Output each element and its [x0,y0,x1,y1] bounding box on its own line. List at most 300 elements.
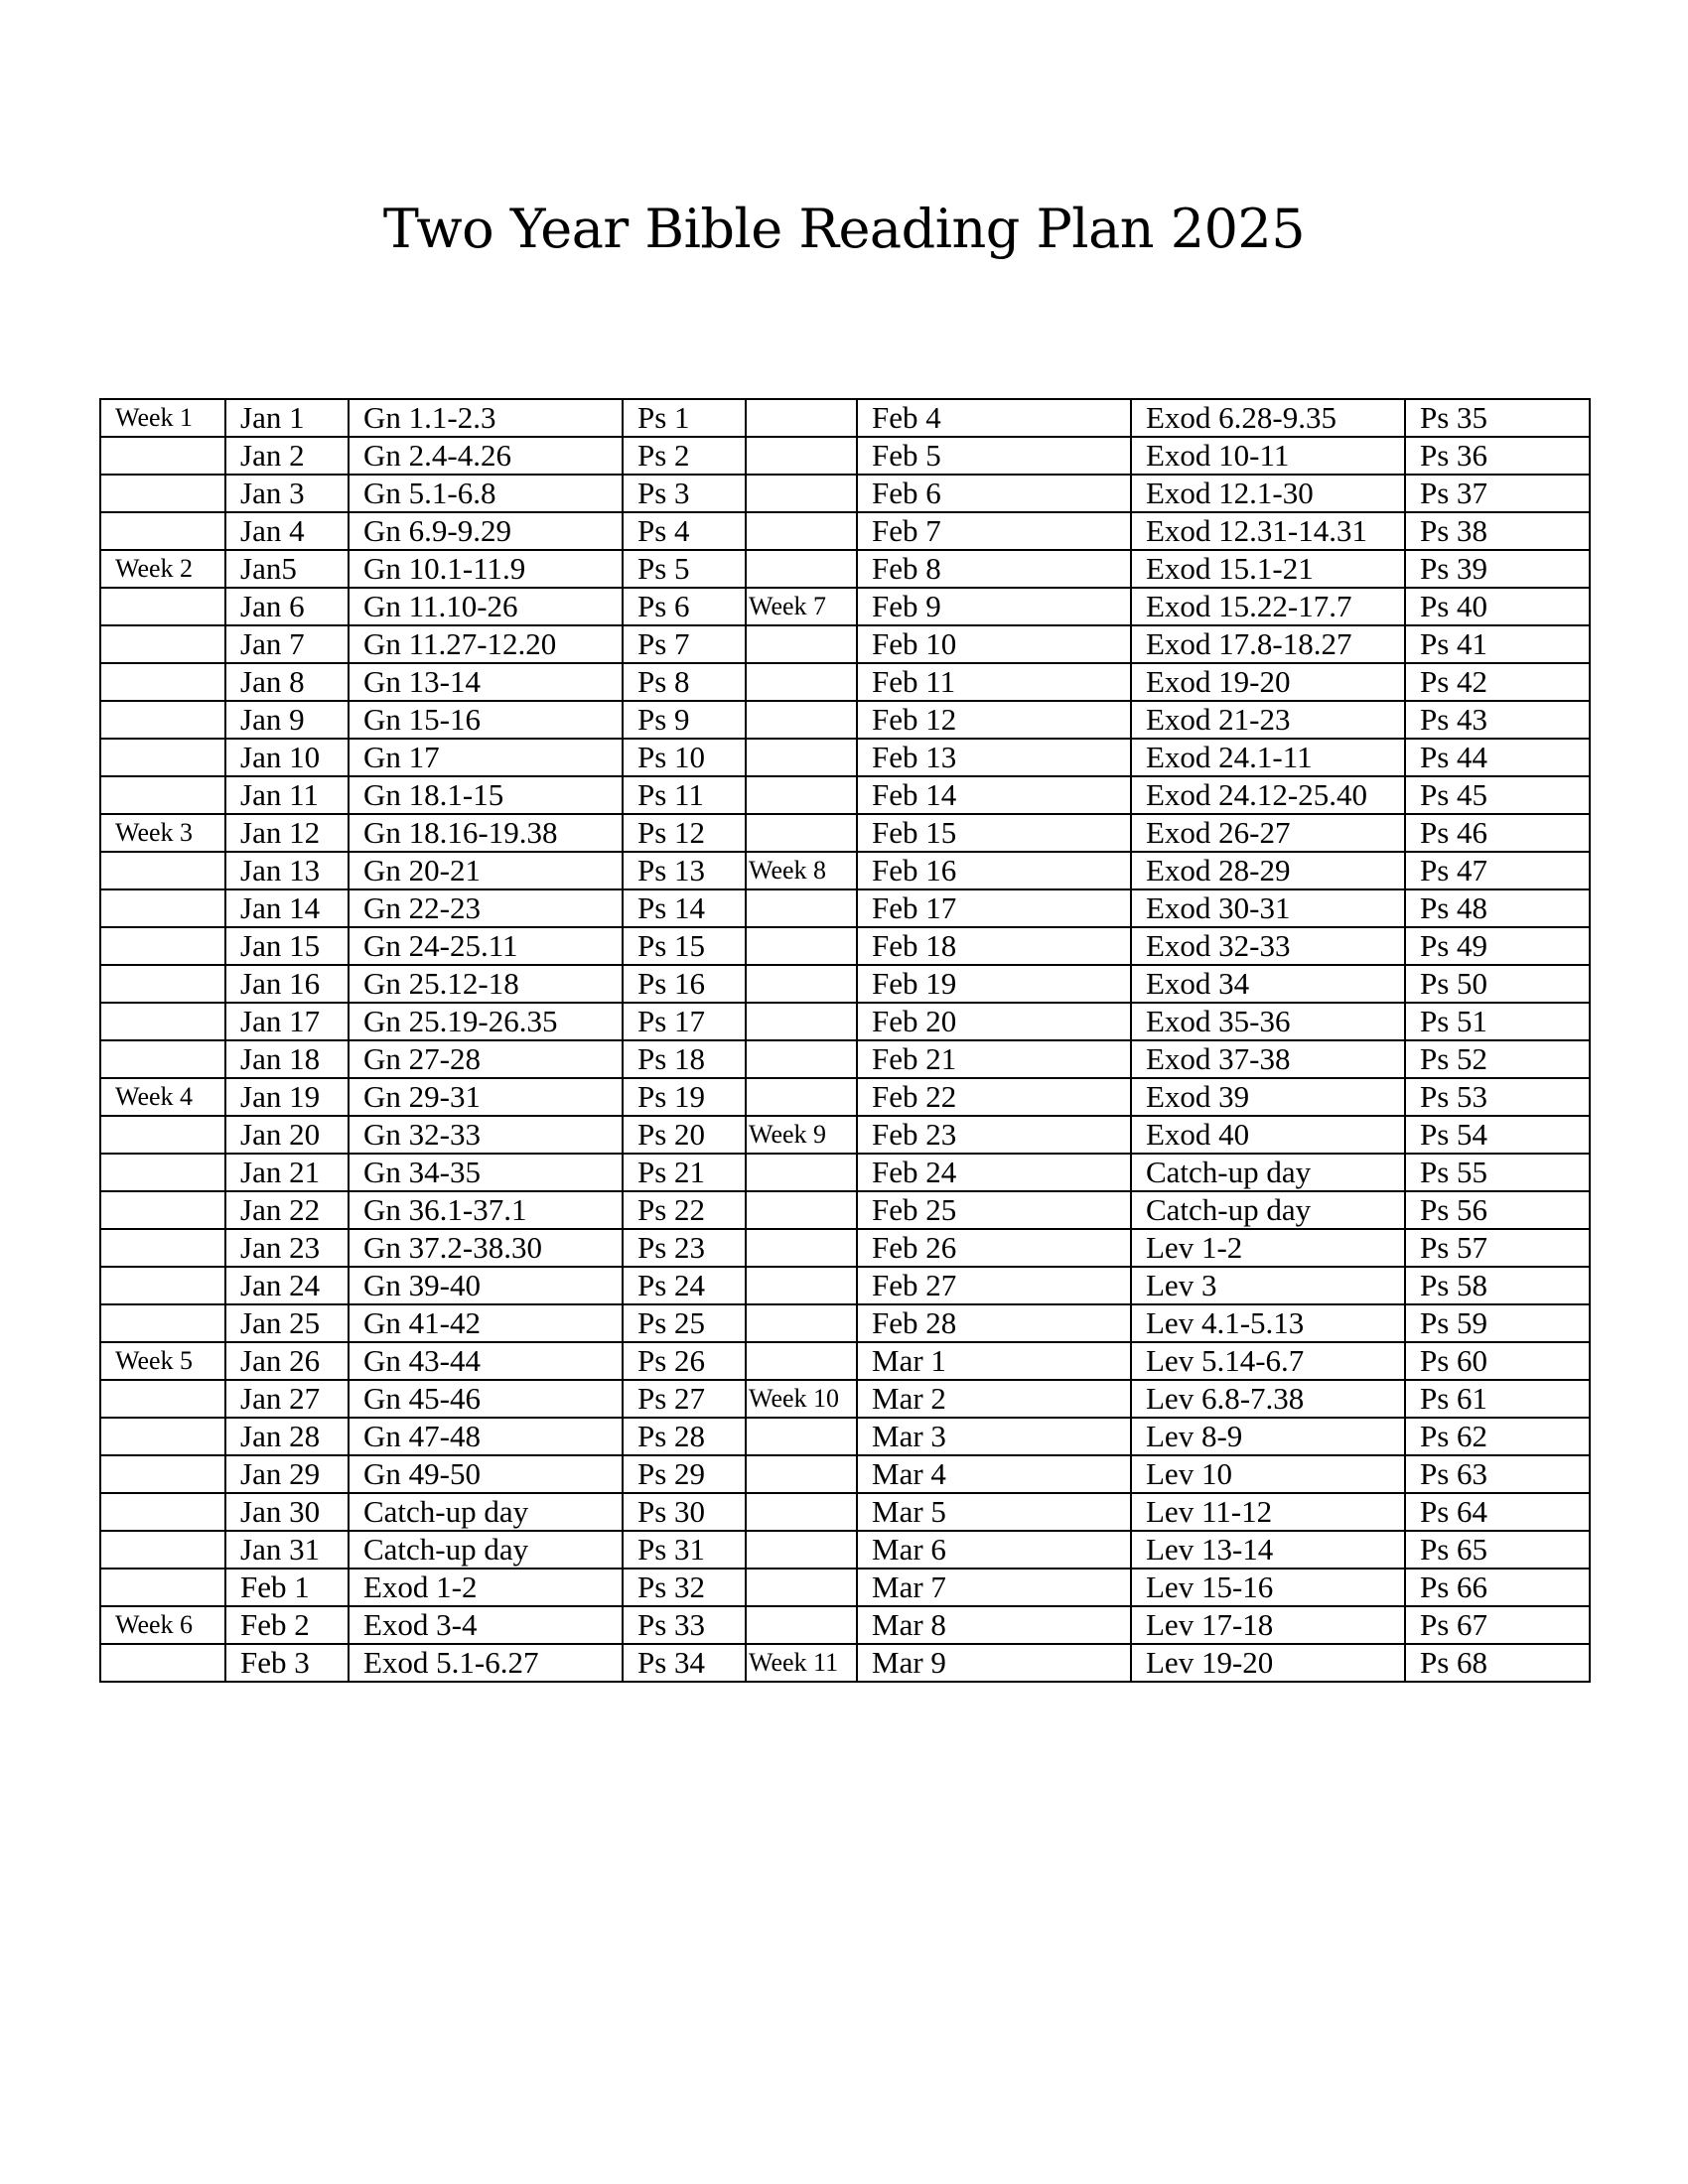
right-psalm-cell: Ps 52 [1405,1040,1590,1078]
right-reading-cell: Exod 15.1-21 [1131,550,1405,588]
left-date-cell: Jan 25 [225,1304,349,1342]
right-reading-cell: Exod 21-23 [1131,701,1405,739]
left-date-cell: Jan 6 [225,588,349,625]
right-reading-cell: Lev 6.8-7.38 [1131,1380,1405,1418]
left-week-cell [100,1040,225,1078]
right-psalm-cell: Ps 62 [1405,1418,1590,1455]
right-psalm-cell: Ps 38 [1405,512,1590,550]
right-reading-cell: Exod 6.28-9.35 [1131,399,1405,437]
left-reading-cell: Exod 5.1-6.27 [349,1644,623,1682]
table-row [100,1304,1590,1342]
right-psalm-cell: Ps 53 [1405,1078,1590,1116]
right-week-cell [746,814,857,852]
right-week-cell [746,475,857,512]
right-reading-cell: Exod 24.12-25.40 [1131,776,1405,814]
left-week-cell [100,965,225,1003]
right-week-cell [746,399,857,437]
left-psalm-cell: Ps 13 [623,852,746,889]
table-row [100,965,1590,1003]
right-date-cell: Feb 28 [857,1304,1131,1342]
left-week-cell [100,776,225,814]
left-date-cell: Jan 24 [225,1267,349,1304]
table-row [100,475,1590,512]
right-psalm-cell: Ps 36 [1405,437,1590,475]
right-date-cell: Mar 4 [857,1455,1131,1493]
right-week-cell [746,1606,857,1644]
table-row [100,1229,1590,1267]
right-date-cell: Feb 26 [857,1229,1131,1267]
left-date-cell: Jan 17 [225,1003,349,1040]
right-psalm-cell: Ps 55 [1405,1154,1590,1191]
right-week-cell: Week 7 [746,588,857,625]
left-reading-cell: Gn 25.12-18 [349,965,623,1003]
right-week-cell: Week 10 [746,1380,857,1418]
left-date-cell: Jan 23 [225,1229,349,1267]
right-week-cell [746,739,857,776]
table-row [100,437,1590,475]
left-psalm-cell: Ps 10 [623,739,746,776]
left-reading-cell: Gn 11.10-26 [349,588,623,625]
right-psalm-cell: Ps 58 [1405,1267,1590,1304]
left-week-cell [100,437,225,475]
table-row [100,663,1590,701]
left-date-cell: Jan 21 [225,1154,349,1191]
table-row [100,1569,1590,1606]
right-date-cell: Feb 19 [857,965,1131,1003]
table-row [100,1154,1590,1191]
table-row [100,1418,1590,1455]
right-date-cell: Mar 6 [857,1531,1131,1569]
right-psalm-cell: Ps 49 [1405,927,1590,965]
right-reading-cell: Lev 3 [1131,1267,1405,1304]
left-week-cell: Week 4 [100,1078,225,1116]
right-reading-cell: Lev 4.1-5.13 [1131,1304,1405,1342]
left-psalm-cell: Ps 6 [623,588,746,625]
right-week-cell [746,1531,857,1569]
right-psalm-cell: Ps 68 [1405,1644,1590,1682]
right-psalm-cell: Ps 56 [1405,1191,1590,1229]
right-reading-cell: Exod 26-27 [1131,814,1405,852]
left-psalm-cell: Ps 4 [623,512,746,550]
left-reading-cell: Gn 20-21 [349,852,623,889]
right-date-cell: Feb 11 [857,663,1131,701]
right-reading-cell: Catch-up day [1131,1191,1405,1229]
table-row [100,588,1590,625]
left-reading-cell: Gn 10.1-11.9 [349,550,623,588]
right-reading-cell: Exod 10-11 [1131,437,1405,475]
right-psalm-cell: Ps 39 [1405,550,1590,588]
left-psalm-cell: Ps 34 [623,1644,746,1682]
left-psalm-cell: Ps 19 [623,1078,746,1116]
left-week-cell [100,588,225,625]
right-reading-cell: Catch-up day [1131,1154,1405,1191]
left-week-cell [100,475,225,512]
right-reading-cell: Lev 19-20 [1131,1644,1405,1682]
left-psalm-cell: Ps 1 [623,399,746,437]
right-psalm-cell: Ps 67 [1405,1606,1590,1644]
right-psalm-cell: Ps 51 [1405,1003,1590,1040]
left-reading-cell: Gn 32-33 [349,1116,623,1154]
left-reading-cell: Gn 49-50 [349,1455,623,1493]
left-week-cell [100,1154,225,1191]
right-reading-cell: Exod 34 [1131,965,1405,1003]
left-reading-cell: Catch-up day [349,1493,623,1531]
left-week-cell [100,739,225,776]
right-date-cell: Feb 12 [857,701,1131,739]
right-psalm-cell: Ps 37 [1405,475,1590,512]
page-title: Two Year Bible Reading Plan 2025 [382,198,1306,260]
right-week-cell [746,625,857,663]
right-date-cell: Mar 3 [857,1418,1131,1455]
left-week-cell [100,625,225,663]
left-psalm-cell: Ps 7 [623,625,746,663]
left-reading-cell: Gn 18.16-19.38 [349,814,623,852]
right-reading-cell: Lev 5.14-6.7 [1131,1342,1405,1380]
left-psalm-cell: Ps 24 [623,1267,746,1304]
left-reading-cell: Gn 39-40 [349,1267,623,1304]
right-reading-cell: Exod 17.8-18.27 [1131,625,1405,663]
left-week-cell [100,1191,225,1229]
left-week-cell [100,1304,225,1342]
reading-plan-table [99,398,1591,1683]
table-row [100,701,1590,739]
left-psalm-cell: Ps 5 [623,550,746,588]
left-date-cell: Jan 26 [225,1342,349,1380]
left-psalm-cell: Ps 12 [623,814,746,852]
table-row [100,1342,1590,1380]
left-week-cell [100,1003,225,1040]
left-psalm-cell: Ps 8 [623,663,746,701]
left-week-cell: Week 3 [100,814,225,852]
right-psalm-cell: Ps 50 [1405,965,1590,1003]
left-psalm-cell: Ps 17 [623,1003,746,1040]
left-reading-cell: Gn 15-16 [349,701,623,739]
table-row [100,1191,1590,1229]
right-psalm-cell: Ps 65 [1405,1531,1590,1569]
left-date-cell: Jan 2 [225,437,349,475]
table-row [100,1078,1590,1116]
right-date-cell: Feb 23 [857,1116,1131,1154]
left-psalm-cell: Ps 32 [623,1569,746,1606]
left-date-cell: Jan 4 [225,512,349,550]
left-week-cell [100,889,225,927]
left-reading-cell: Gn 2.4-4.26 [349,437,623,475]
right-date-cell: Feb 6 [857,475,1131,512]
left-date-cell: Jan 11 [225,776,349,814]
left-psalm-cell: Ps 22 [623,1191,746,1229]
right-reading-cell: Exod 12.1-30 [1131,475,1405,512]
right-week-cell [746,1455,857,1493]
table-row [100,739,1590,776]
left-date-cell: Jan 13 [225,852,349,889]
left-week-cell: Week 6 [100,1606,225,1644]
left-reading-cell: Gn 22-23 [349,889,623,927]
left-date-cell: Feb 1 [225,1569,349,1606]
right-psalm-cell: Ps 54 [1405,1116,1590,1154]
left-date-cell: Jan 31 [225,1531,349,1569]
left-psalm-cell: Ps 18 [623,1040,746,1078]
right-reading-cell: Exod 19-20 [1131,663,1405,701]
table-row [100,1003,1590,1040]
right-psalm-cell: Ps 43 [1405,701,1590,739]
left-week-cell: Week 1 [100,399,225,437]
right-date-cell: Feb 13 [857,739,1131,776]
left-week-cell [100,1267,225,1304]
right-week-cell [746,550,857,588]
left-psalm-cell: Ps 15 [623,927,746,965]
left-psalm-cell: Ps 14 [623,889,746,927]
left-date-cell: Jan 20 [225,1116,349,1154]
right-week-cell [746,701,857,739]
left-week-cell [100,852,225,889]
left-date-cell: Jan 14 [225,889,349,927]
right-reading-cell: Lev 10 [1131,1455,1405,1493]
left-date-cell: Jan 30 [225,1493,349,1531]
left-date-cell: Jan 19 [225,1078,349,1116]
left-reading-cell: Gn 24-25.11 [349,927,623,965]
left-date-cell: Jan5 [225,550,349,588]
right-date-cell: Feb 7 [857,512,1131,550]
right-reading-cell: Exod 37-38 [1131,1040,1405,1078]
left-week-cell [100,1531,225,1569]
left-reading-cell: Gn 6.9-9.29 [349,512,623,550]
left-reading-cell: Gn 1.1-2.3 [349,399,623,437]
table-row [100,1644,1590,1682]
left-week-cell [100,512,225,550]
right-date-cell: Feb 14 [857,776,1131,814]
left-reading-cell: Gn 34-35 [349,1154,623,1191]
right-psalm-cell: Ps 60 [1405,1342,1590,1380]
table-row [100,814,1590,852]
right-date-cell: Feb 15 [857,814,1131,852]
left-reading-cell: Gn 13-14 [349,663,623,701]
left-psalm-cell: Ps 21 [623,1154,746,1191]
left-date-cell: Jan 3 [225,475,349,512]
left-psalm-cell: Ps 26 [623,1342,746,1380]
table-row [100,399,1590,437]
right-reading-cell: Exod 40 [1131,1116,1405,1154]
right-date-cell: Feb 4 [857,399,1131,437]
right-date-cell: Feb 8 [857,550,1131,588]
right-date-cell: Mar 2 [857,1380,1131,1418]
right-date-cell: Mar 8 [857,1606,1131,1644]
right-reading-cell: Lev 13-14 [1131,1531,1405,1569]
right-date-cell: Feb 5 [857,437,1131,475]
right-week-cell [746,663,857,701]
right-psalm-cell: Ps 41 [1405,625,1590,663]
left-psalm-cell: Ps 28 [623,1418,746,1455]
right-week-cell [746,927,857,965]
left-date-cell: Feb 2 [225,1606,349,1644]
right-reading-cell: Exod 24.1-11 [1131,739,1405,776]
left-date-cell: Jan 22 [225,1191,349,1229]
right-reading-cell: Lev 8-9 [1131,1418,1405,1455]
left-reading-cell: Gn 37.2-38.30 [349,1229,623,1267]
right-psalm-cell: Ps 35 [1405,399,1590,437]
table-row [100,1606,1590,1644]
right-reading-cell: Exod 28-29 [1131,852,1405,889]
right-date-cell: Feb 9 [857,588,1131,625]
right-date-cell: Feb 24 [857,1154,1131,1191]
table-row [100,1116,1590,1154]
right-reading-cell: Lev 15-16 [1131,1569,1405,1606]
left-psalm-cell: Ps 2 [623,437,746,475]
right-week-cell: Week 9 [746,1116,857,1154]
right-week-cell [746,1304,857,1342]
right-week-cell [746,1418,857,1455]
right-week-cell [746,1569,857,1606]
left-psalm-cell: Ps 33 [623,1606,746,1644]
table-row [100,852,1590,889]
right-psalm-cell: Ps 40 [1405,588,1590,625]
right-psalm-cell: Ps 66 [1405,1569,1590,1606]
left-date-cell: Jan 12 [225,814,349,852]
left-reading-cell: Gn 27-28 [349,1040,623,1078]
left-psalm-cell: Ps 23 [623,1229,746,1267]
right-date-cell: Mar 1 [857,1342,1131,1380]
right-date-cell: Feb 10 [857,625,1131,663]
right-date-cell: Feb 25 [857,1191,1131,1229]
left-week-cell [100,701,225,739]
left-psalm-cell: Ps 11 [623,776,746,814]
left-week-cell [100,1455,225,1493]
left-reading-cell: Gn 5.1-6.8 [349,475,623,512]
left-week-cell: Week 2 [100,550,225,588]
right-date-cell: Feb 20 [857,1003,1131,1040]
left-week-cell: Week 5 [100,1342,225,1380]
left-date-cell: Jan 18 [225,1040,349,1078]
left-week-cell [100,1493,225,1531]
right-date-cell: Feb 21 [857,1040,1131,1078]
right-reading-cell: Exod 39 [1131,1078,1405,1116]
left-reading-cell: Gn 25.19-26.35 [349,1003,623,1040]
right-date-cell: Feb 16 [857,852,1131,889]
left-date-cell: Jan 10 [225,739,349,776]
left-date-cell: Jan 29 [225,1455,349,1493]
right-week-cell [746,1493,857,1531]
right-psalm-cell: Ps 63 [1405,1455,1590,1493]
right-reading-cell: Exod 12.31-14.31 [1131,512,1405,550]
table-row [100,776,1590,814]
table-row [100,1040,1590,1078]
table-row [100,927,1590,965]
table-row [100,1380,1590,1418]
left-psalm-cell: Ps 27 [623,1380,746,1418]
table-row [100,1493,1590,1531]
right-week-cell: Week 11 [746,1644,857,1682]
left-date-cell: Jan 9 [225,701,349,739]
left-date-cell: Jan 27 [225,1380,349,1418]
right-week-cell [746,512,857,550]
right-reading-cell: Lev 11-12 [1131,1493,1405,1531]
right-psalm-cell: Ps 57 [1405,1229,1590,1267]
right-week-cell [746,1229,857,1267]
table-row [100,550,1590,588]
right-week-cell [746,1191,857,1229]
table-row [100,512,1590,550]
left-reading-cell: Gn 29-31 [349,1078,623,1116]
right-week-cell [746,776,857,814]
right-date-cell: Feb 27 [857,1267,1131,1304]
table-row [100,1531,1590,1569]
left-reading-cell: Gn 43-44 [349,1342,623,1380]
left-date-cell: Jan 7 [225,625,349,663]
right-week-cell [746,1078,857,1116]
left-date-cell: Jan 28 [225,1418,349,1455]
left-week-cell [100,1380,225,1418]
left-psalm-cell: Ps 31 [623,1531,746,1569]
table-row [100,1455,1590,1493]
right-reading-cell: Exod 35-36 [1131,1003,1405,1040]
left-psalm-cell: Ps 25 [623,1304,746,1342]
reading-plan-body [100,399,1590,1682]
left-psalm-cell: Ps 20 [623,1116,746,1154]
left-reading-cell: Gn 41-42 [349,1304,623,1342]
right-week-cell [746,965,857,1003]
right-psalm-cell: Ps 44 [1405,739,1590,776]
right-date-cell: Mar 7 [857,1569,1131,1606]
left-reading-cell: Exod 1-2 [349,1569,623,1606]
left-reading-cell: Gn 17 [349,739,623,776]
right-psalm-cell: Ps 47 [1405,852,1590,889]
right-psalm-cell: Ps 46 [1405,814,1590,852]
left-reading-cell: Gn 45-46 [349,1380,623,1418]
left-week-cell [100,1116,225,1154]
right-psalm-cell: Ps 45 [1405,776,1590,814]
left-date-cell: Jan 16 [225,965,349,1003]
left-reading-cell: Gn 36.1-37.1 [349,1191,623,1229]
left-date-cell: Feb 3 [225,1644,349,1682]
right-week-cell [746,1342,857,1380]
left-reading-cell: Gn 47-48 [349,1418,623,1455]
right-reading-cell: Exod 30-31 [1131,889,1405,927]
left-week-cell [100,1418,225,1455]
left-reading-cell: Catch-up day [349,1531,623,1569]
right-week-cell [746,1003,857,1040]
right-psalm-cell: Ps 48 [1405,889,1590,927]
right-week-cell [746,1154,857,1191]
right-date-cell: Feb 17 [857,889,1131,927]
right-week-cell [746,1267,857,1304]
right-date-cell: Feb 22 [857,1078,1131,1116]
right-date-cell: Feb 18 [857,927,1131,965]
table-row [100,1267,1590,1304]
right-reading-cell: Exod 15.22-17.7 [1131,588,1405,625]
left-week-cell [100,1644,225,1682]
left-psalm-cell: Ps 29 [623,1455,746,1493]
right-psalm-cell: Ps 61 [1405,1380,1590,1418]
right-psalm-cell: Ps 59 [1405,1304,1590,1342]
right-reading-cell: Exod 32-33 [1131,927,1405,965]
left-reading-cell: Gn 11.27-12.20 [349,625,623,663]
right-psalm-cell: Ps 64 [1405,1493,1590,1531]
left-psalm-cell: Ps 3 [623,475,746,512]
right-date-cell: Mar 9 [857,1644,1131,1682]
left-reading-cell: Gn 18.1-15 [349,776,623,814]
left-reading-cell: Exod 3-4 [349,1606,623,1644]
table-row [100,625,1590,663]
right-psalm-cell: Ps 42 [1405,663,1590,701]
left-week-cell [100,1569,225,1606]
left-psalm-cell: Ps 30 [623,1493,746,1531]
right-week-cell [746,437,857,475]
right-week-cell [746,889,857,927]
right-week-cell [746,1040,857,1078]
right-reading-cell: Lev 17-18 [1131,1606,1405,1644]
right-date-cell: Mar 5 [857,1493,1131,1531]
left-week-cell [100,1229,225,1267]
left-week-cell [100,927,225,965]
